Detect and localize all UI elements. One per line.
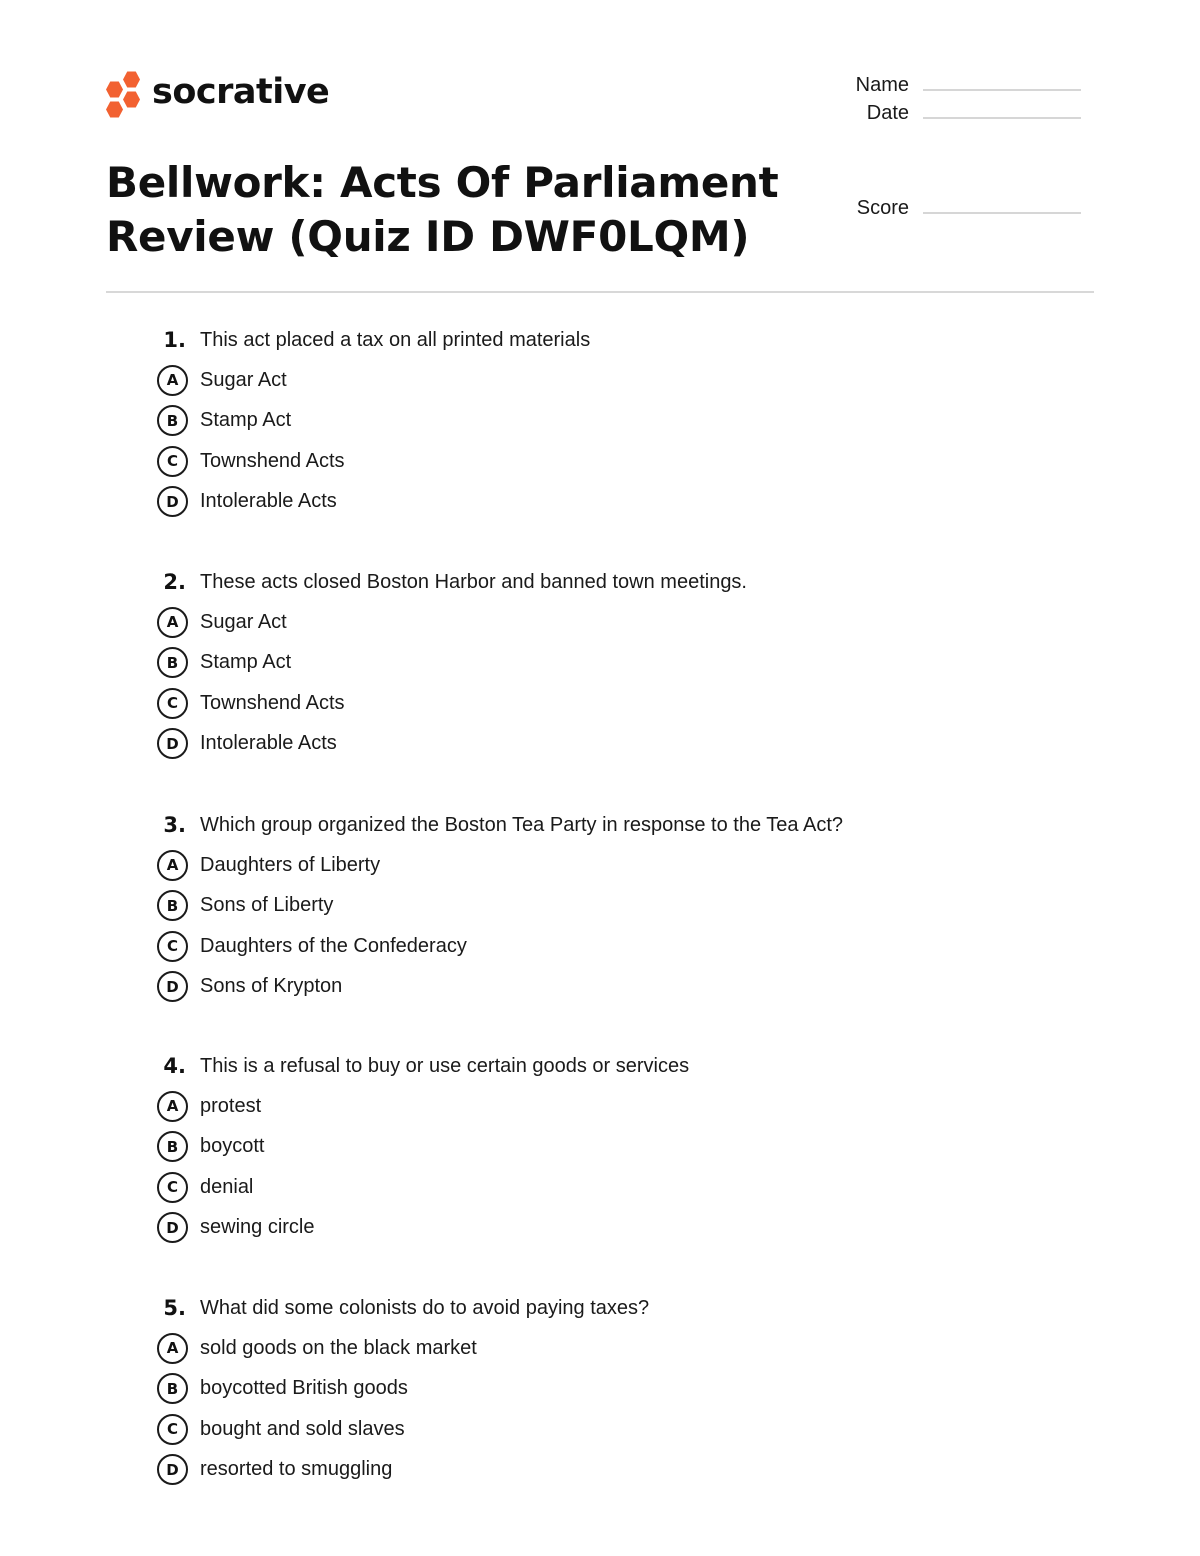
option-b[interactable] (150, 643, 1050, 684)
option-c[interactable] (150, 1409, 1050, 1450)
question-4 (150, 1051, 1050, 1248)
question-text: What did some colonists do to avoid paying taxes? (200, 1296, 650, 1319)
option-a[interactable] (150, 845, 1050, 886)
option-a[interactable] (150, 1086, 1050, 1127)
option-d[interactable] (150, 967, 1050, 1008)
option-text: Daughters of the Confederacy (200, 934, 467, 957)
answer-bubble-c[interactable]: C (157, 446, 188, 477)
option-a[interactable] (150, 1328, 1050, 1369)
answer-bubble-c[interactable]: C (157, 1414, 188, 1445)
option-text: sold goods on the black market (200, 1336, 477, 1359)
option-c[interactable] (150, 926, 1050, 967)
score-blank-line[interactable] (923, 212, 1081, 214)
score-field[interactable] (823, 196, 1081, 220)
option-text: Stamp Act (200, 409, 292, 432)
answer-bubble-d[interactable]: D (157, 1212, 188, 1243)
score-label: Score (856, 197, 909, 219)
date-label: Date (866, 102, 909, 124)
answer-bubble-a[interactable]: A (157, 365, 188, 396)
option-text: resorted to smuggling (200, 1458, 393, 1481)
option-text: Sons of Liberty (200, 894, 334, 917)
option-text: Townshend Acts (200, 691, 345, 714)
answer-bubble-a[interactable]: A (157, 1333, 188, 1364)
answer-bubble-b[interactable]: B (157, 1373, 188, 1404)
question-2 (150, 567, 1050, 764)
name-label: Name (855, 74, 909, 96)
question-number: 2. (163, 570, 186, 594)
option-text: Intolerable Acts (200, 732, 337, 755)
answer-bubble-a[interactable]: A (157, 1091, 188, 1122)
question-number: 3. (163, 813, 186, 837)
answer-bubble-c[interactable]: C (157, 1172, 188, 1203)
name-field[interactable] (823, 73, 1081, 97)
option-text: Intolerable Acts (200, 490, 337, 513)
option-text: boycott (200, 1135, 265, 1158)
hexagon-logo-icon (104, 69, 142, 117)
option-b[interactable] (150, 886, 1050, 927)
option-b[interactable] (150, 1127, 1050, 1168)
date-blank-line[interactable] (923, 117, 1081, 119)
name-blank-line[interactable] (923, 89, 1081, 91)
question-text: Which group organized the Boston Tea Party in response to the Tea Act? (200, 813, 843, 836)
question-number: 5. (163, 1296, 186, 1320)
option-text: Sons of Krypton (200, 975, 343, 998)
question-number: 4. (163, 1054, 186, 1078)
answer-bubble-b[interactable]: B (157, 890, 188, 921)
answer-bubble-d[interactable]: D (157, 728, 188, 759)
question-5 (150, 1293, 1050, 1490)
option-text: Sugar Act (200, 368, 287, 391)
option-c[interactable] (150, 441, 1050, 482)
option-text: bought and sold slaves (200, 1417, 405, 1440)
option-d[interactable] (150, 482, 1050, 523)
option-a[interactable] (150, 602, 1050, 643)
option-text: sewing circle (200, 1216, 315, 1239)
answer-bubble-a[interactable]: A (157, 850, 188, 881)
question-text: This is a refusal to buy or use certain goods or services (200, 1054, 690, 1077)
option-d[interactable] (150, 1208, 1050, 1249)
answer-bubble-b[interactable]: B (157, 647, 188, 678)
header-divider (106, 291, 1094, 293)
answer-bubble-c[interactable]: C (157, 688, 188, 719)
answer-bubble-b[interactable]: B (157, 1131, 188, 1162)
question-1 (150, 325, 1050, 522)
option-text: Daughters of Liberty (200, 853, 381, 876)
option-b[interactable] (150, 401, 1050, 442)
socrative-logo (104, 68, 330, 118)
option-c[interactable] (150, 683, 1050, 724)
option-d[interactable] (150, 1450, 1050, 1491)
option-b[interactable] (150, 1369, 1050, 1410)
question-text: These acts closed Boston Harbor and banned town meetings. (200, 570, 747, 593)
answer-bubble-c[interactable]: C (157, 931, 188, 962)
option-text: Sugar Act (200, 610, 287, 633)
answer-bubble-b[interactable]: B (157, 405, 188, 436)
answer-bubble-d[interactable]: D (157, 486, 188, 517)
question-number: 1. (163, 328, 186, 352)
option-c[interactable] (150, 1167, 1050, 1208)
option-text: boycotted British goods (200, 1377, 408, 1400)
option-text: Stamp Act (200, 651, 292, 674)
option-a[interactable] (150, 360, 1050, 401)
page-title: Bellwork: Acts Of Parliament Review (Quiz ID DWF0LQM) (106, 158, 779, 261)
option-text: denial (200, 1175, 254, 1198)
answer-bubble-d[interactable]: D (157, 1454, 188, 1485)
brand-name: socrative (152, 72, 330, 112)
option-d[interactable] (150, 724, 1050, 765)
option-text: protest (200, 1094, 262, 1117)
answer-bubble-a[interactable]: A (157, 607, 188, 638)
option-text: Townshend Acts (200, 449, 345, 472)
answer-bubble-d[interactable]: D (157, 971, 188, 1002)
question-3 (150, 810, 1050, 1007)
question-text: This act placed a tax on all printed materials (200, 328, 591, 351)
date-field[interactable] (823, 101, 1081, 125)
